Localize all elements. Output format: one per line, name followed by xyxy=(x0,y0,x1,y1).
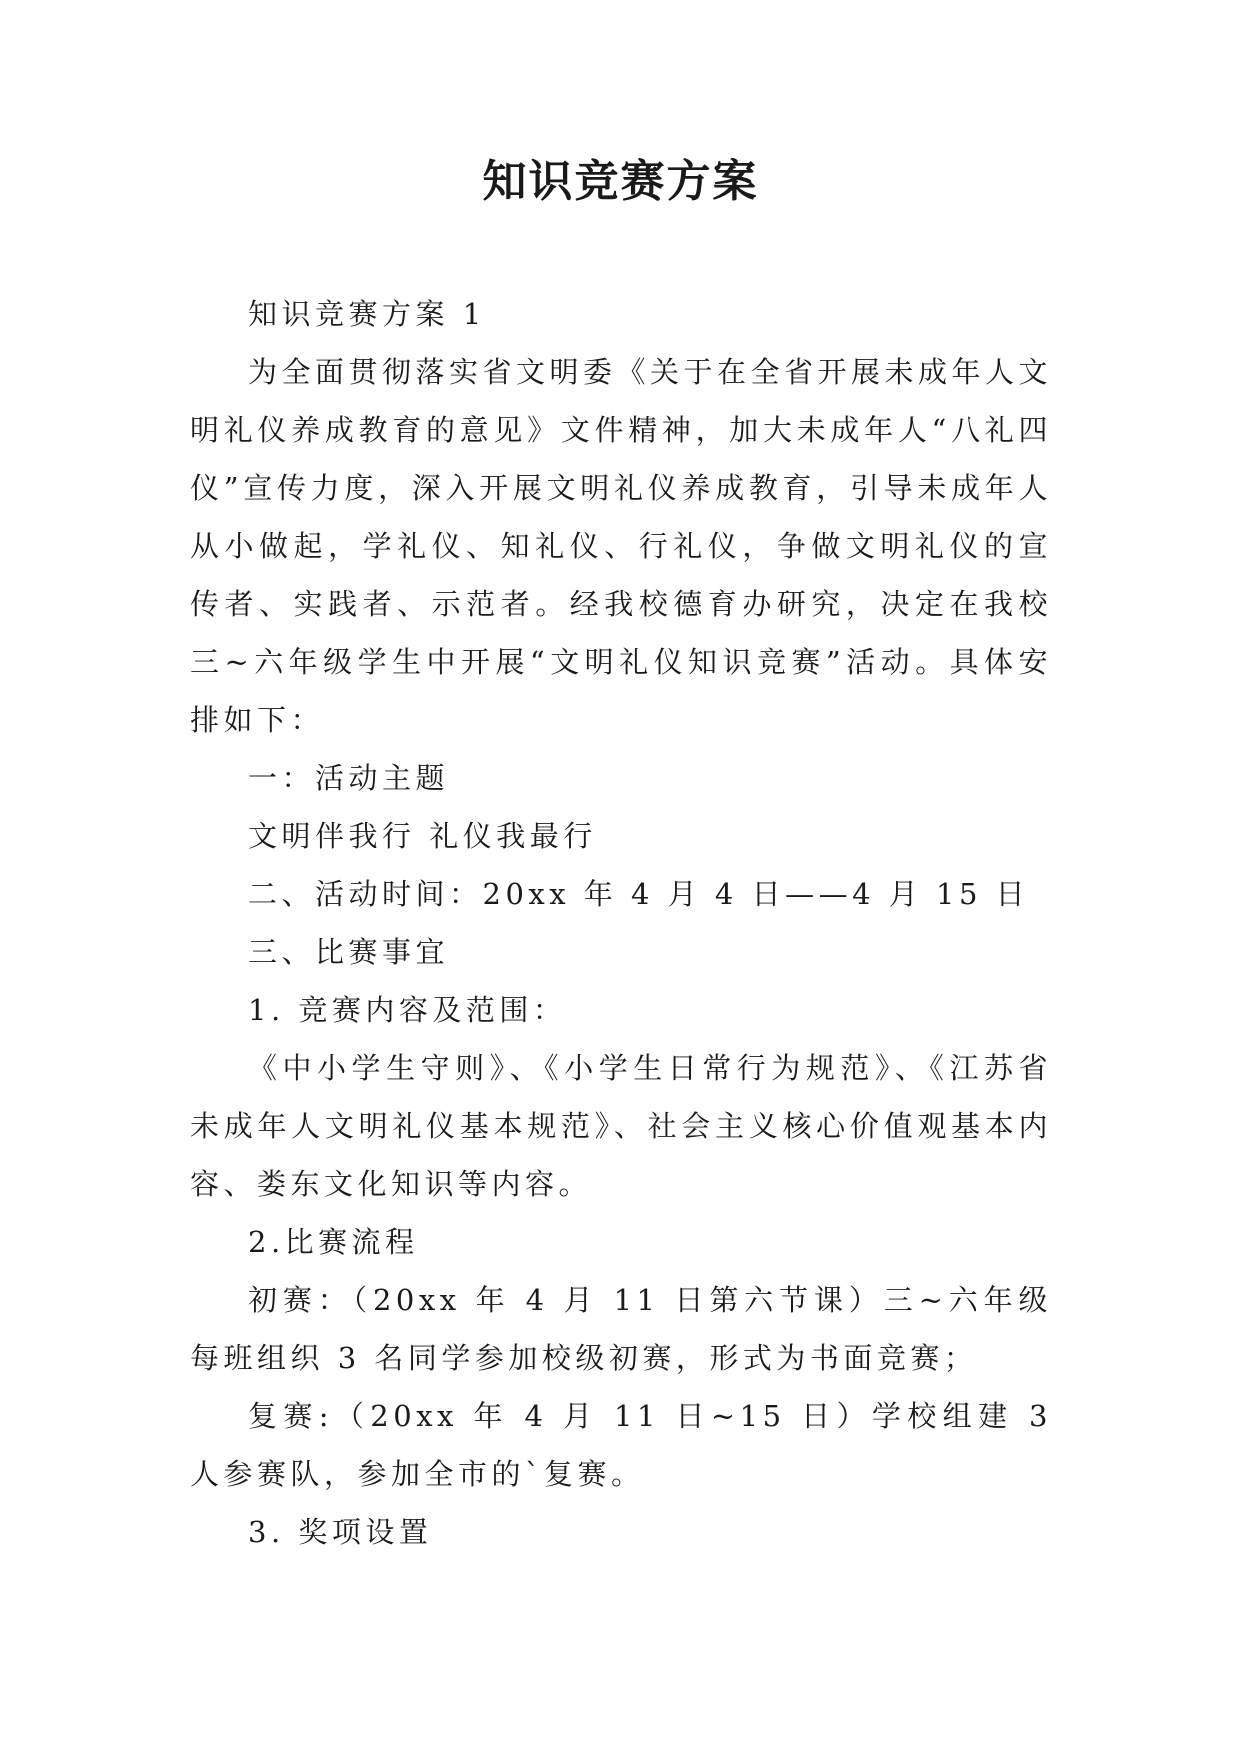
paragraph-theme: 文明伴我行 礼仪我最行 xyxy=(248,819,597,853)
paragraph-section-heading: 知识竞赛方案 1 xyxy=(248,297,486,331)
paragraph-process-heading: 2.比赛流程 xyxy=(248,1225,419,1259)
paragraph-awards-heading: 3. 奖项设置 xyxy=(248,1515,433,1549)
paragraph-time: 二、活动时间：20xx 年 4 月 4 日——4 月 15 日 xyxy=(248,877,1030,911)
paragraph-intro: 为全面贯彻落实省文明委《关于在全省开展未成年人文明礼仪养成教育的意见》文件精神，加大未成年人“八礼四仪”宣传力度，深入开展文明礼仪养成教育，引导未成年人从小做起，学礼仪、知礼仪、行礼仪，争做文明礼仪的宣传者、实践者、示范者。经我校德育办研究，决定在我校三~六年级学生中开展“文明礼仪知识竞赛”活动。具体安排如下： xyxy=(190,355,1053,737)
paragraph-semifinal: 复赛:（20xx 年 4 月 11 日~15 日）学校组建 3 人参赛队，参加全市的`复赛。 xyxy=(190,1399,1052,1491)
document-title: 知识竞赛方案 xyxy=(482,156,759,207)
paragraph-matters-heading: 三、比赛事宜 xyxy=(248,935,450,969)
paragraph-scope-heading: 1. 竞赛内容及范围： xyxy=(248,993,567,1027)
document-body xyxy=(190,285,1052,1561)
paragraph-scope: 《中小学生守则》、《小学生日常行为规范》、《江苏省未成年人文明礼仪基本规范》、社会主义核心价值观基本内容、娄东文化知识等内容。 xyxy=(190,1051,1052,1201)
paragraph-preliminary: 初赛：（20xx 年 4 月 11 日第六节课）三~六年级每班组织 3 名同学参加校级初赛，形式为书面竞赛； xyxy=(190,1283,1052,1375)
paragraph-theme-heading: 一：活动主题 xyxy=(248,761,450,795)
